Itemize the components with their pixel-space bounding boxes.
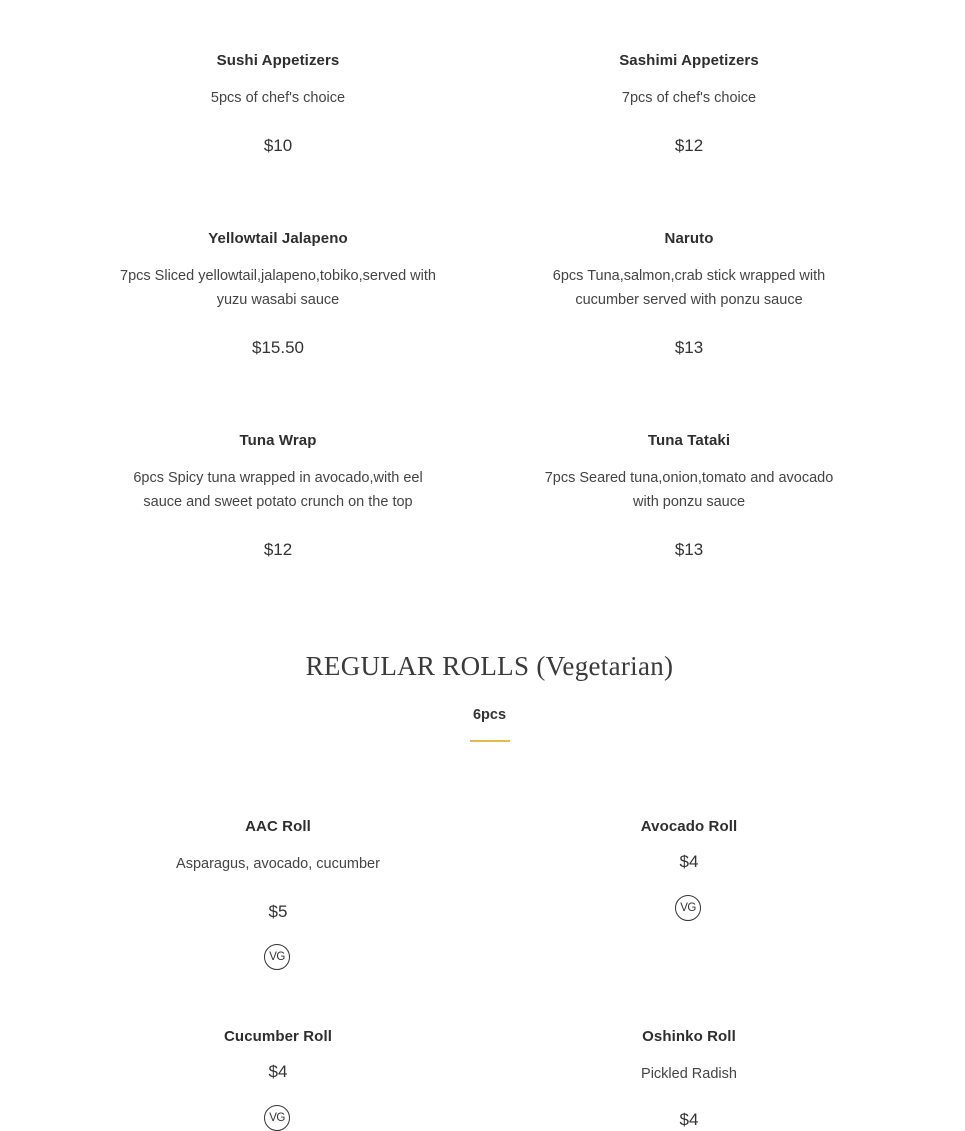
item-price: $13 — [674, 540, 704, 559]
section-subtitle: 6pcs — [472, 707, 507, 723]
item-price: $4 — [268, 1062, 288, 1081]
item-name: Tuna Tataki — [647, 432, 731, 449]
item-name: Oshinko Roll — [642, 1028, 736, 1045]
item-name: Cucumber Roll — [224, 1028, 332, 1045]
item-name: Yellowtail Jalapeno — [208, 230, 348, 247]
item-name: AAC Roll — [245, 818, 311, 835]
item-price: $13 — [674, 338, 704, 357]
item-price: $12 — [263, 540, 293, 559]
item-description: 6pcs Tuna,salmon,crab stick wrapped with cucumber served with ponzu sauce — [552, 268, 826, 308]
item-description: 7pcs Sliced yellowtail,jalapeno,tobiko,served with yuzu wasabi sauce — [120, 268, 436, 308]
item-price: $4 — [679, 1110, 699, 1129]
item-price: $12 — [674, 136, 704, 155]
item-description: 6pcs Spicy tuna wrapped in avocado,with eel sauce and sweet potato crunch on the top — [133, 470, 423, 510]
section-title: REGULAR ROLLS (Vegetarian) — [305, 651, 674, 681]
item-description: Pickled Radish — [641, 1066, 737, 1082]
item-name: Sashimi Appetizers — [619, 52, 759, 69]
item-price: $5 — [268, 902, 288, 921]
item-description: 5pcs of chef's choice — [210, 90, 346, 106]
vegan-badge-icon: VG — [675, 895, 701, 921]
item-name: Naruto — [664, 230, 714, 247]
item-price: $4 — [679, 852, 699, 871]
vegan-badge-icon: VG — [264, 944, 290, 970]
item-name: Sushi Appetizers — [216, 52, 340, 69]
item-price: $10 — [263, 136, 293, 155]
item-name: Tuna Wrap — [239, 432, 317, 449]
item-price: $15.50 — [252, 338, 304, 357]
section-divider — [470, 740, 510, 742]
item-name: Avocado Roll — [640, 818, 738, 835]
item-description: 7pcs of chef's choice — [621, 90, 757, 106]
vegan-badge-icon: VG — [264, 1105, 290, 1131]
item-description: Asparagus, avocado, cucumber — [176, 856, 380, 872]
item-description: 7pcs Seared tuna,onion,tomato and avocado with ponzu sauce — [544, 470, 834, 510]
